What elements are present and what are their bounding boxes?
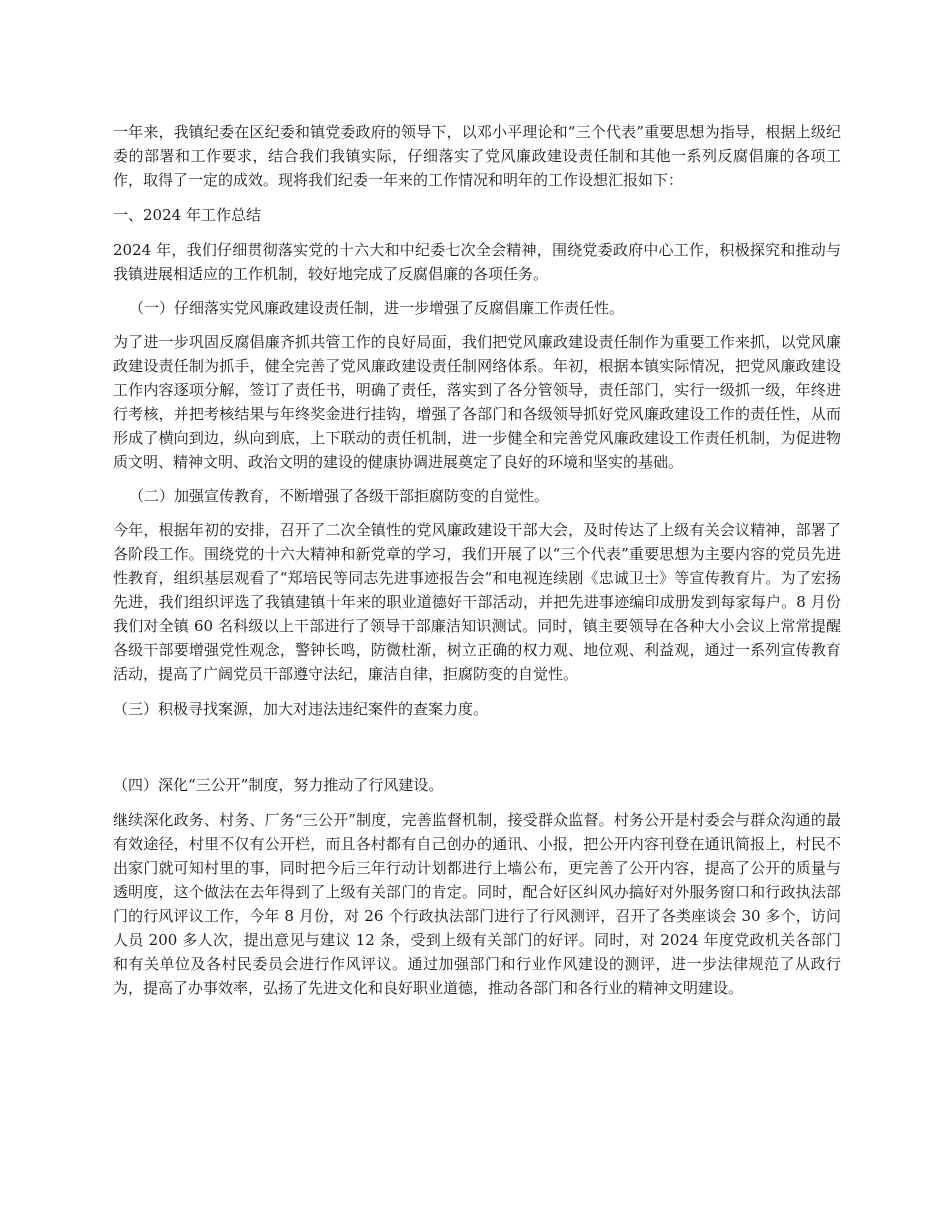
responsibility-paragraph: 为了进一步巩固反腐倡廉齐抓共管工作的良好局面，我们把党风廉政建设责任制作为重要工作来抓，以党风廉政建设责任制为抓手，健全完善了党风廉政建设责任制网络体系。年初，根据本镇实际情况，把党风廉政建设工作内容逐项分解，签订了责任书，明确了责任，落实到了各分管领导，责任部门，实行一级抓一级，年终进行考核，并把考核结果与年终奖金进行挂钩，增强了各部门和各级领导抓好党风廉政建设工作的责任性，从而形成了横向到边，纵向到底，上下联动的责任机制，进一步健全和完善党风廉政建设工作责任机制，为促进物质文明、精神文明、政治文明的建设的健康协调进展奠定了良好的环境和坚实的基础。 <box>113 333 841 471</box>
subheading-responsibility: （一）仔细落实党风廉政建设责任制，进一步增强了反腐倡廉工作责任性。 <box>129 299 625 317</box>
document-page <box>113 120 841 1000</box>
subheading-three-disclosures: （四）深化“三公开”制度，努力推动了行风建设。 <box>113 776 444 794</box>
subheading-case-investigation: （三）积极寻找案源，加大对违法违纪案件的查案力度。 <box>113 700 489 718</box>
three-disclosures-paragraph: 继续深化政务、村务、厂务“三公开”制度，完善监督机制，接受群众监督。村务公开是村委会与群众沟通的最有效途径，村里不仅有公开栏，而且各村都有自己创办的通讯、小报，把公开内容刊登在通讯简报上，村民不出家门就可知村里的事，同时把今后三年行动计划都进行上墙公布，更完善了公开内容，提高了公开的质量与透明度，这个做法在去年得到了上级有关部门的肯定。同时，配合好区纠风办搞好对外服务窗口和行政执法部门的行风评议工作，今年 8 月份，对 26 个行政执法部门进行了行风测评，召开了各类座谈会 30 多个，访问人员 200 多人次，提出意见与建议 12 条，受到上级有关部门的好评。同时，对 2024 年度党政机关各部门和有关单位及各村民委员会进行作风评议。通过加强部门和行业作风建设的测评，进一步法律规范了从政行为，提高了办事效率，弘扬了先进文化和良好职业道德，推动各部门和各行业的精神文明建设。 <box>113 811 841 997</box>
education-paragraph: 今年，根据年初的安排，召开了二次全镇性的党风廉政建设干部大会，及时传达了上级有关会议精神，部署了各阶段工作。围绕党的十六大精神和新党章的学习，我们开展了以“三个代表”重要思想为主要内容的党员先进性教育，组织基层观看了“郑培民等同志先进事迹报告会”和电视连续剧《忠诚卫士》等宣传教育片。为了宏扬先进，我们组织评选了我镇建镇十年来的职业道德好干部活动，并把先进事迹编印成册发到每家每户。8 月份我们对全镇 60 名科级以上干部进行了领导干部廉洁知识测试。同时，镇主要领导在各种大小会议上常常提醒各级干部要增强党性观念，警钟长鸣，防微杜渐，树立正确的权力观、地位观、利益观，通过一系列宣传教育活动，提高了广阔党员干部遵守法纪，廉洁自律，拒腐防变的自觉性。 <box>113 521 841 683</box>
summary-paragraph: 2024 年，我们仔细贯彻落实党的十六大和中纪委七次全会精神，围绕党委政府中心工作，积极探究和推动与我镇进展相适应的工作机制，较好地完成了反腐倡廉的各项任务。 <box>113 241 841 283</box>
subheading-education: （二）加强宣传教育，不断增强了各级干部拒腐防变的自觉性。 <box>129 487 550 505</box>
intro-paragraph: 一年来，我镇纪委在区纪委和镇党委政府的领导下，以邓小平理论和“三个代表”重要思想为指导，根据上级纪委的部署和工作要求，结合我们我镇实际，仔细落实了党风廉政建设责任制和其他一系列反腐倡廉的各项工作，取得了一定的成效。现将我们纪委一年来的工作情况和明年的工作设想汇报如下： <box>113 123 841 189</box>
section-heading-work-summary: 一、2024 年工作总结 <box>113 206 261 224</box>
